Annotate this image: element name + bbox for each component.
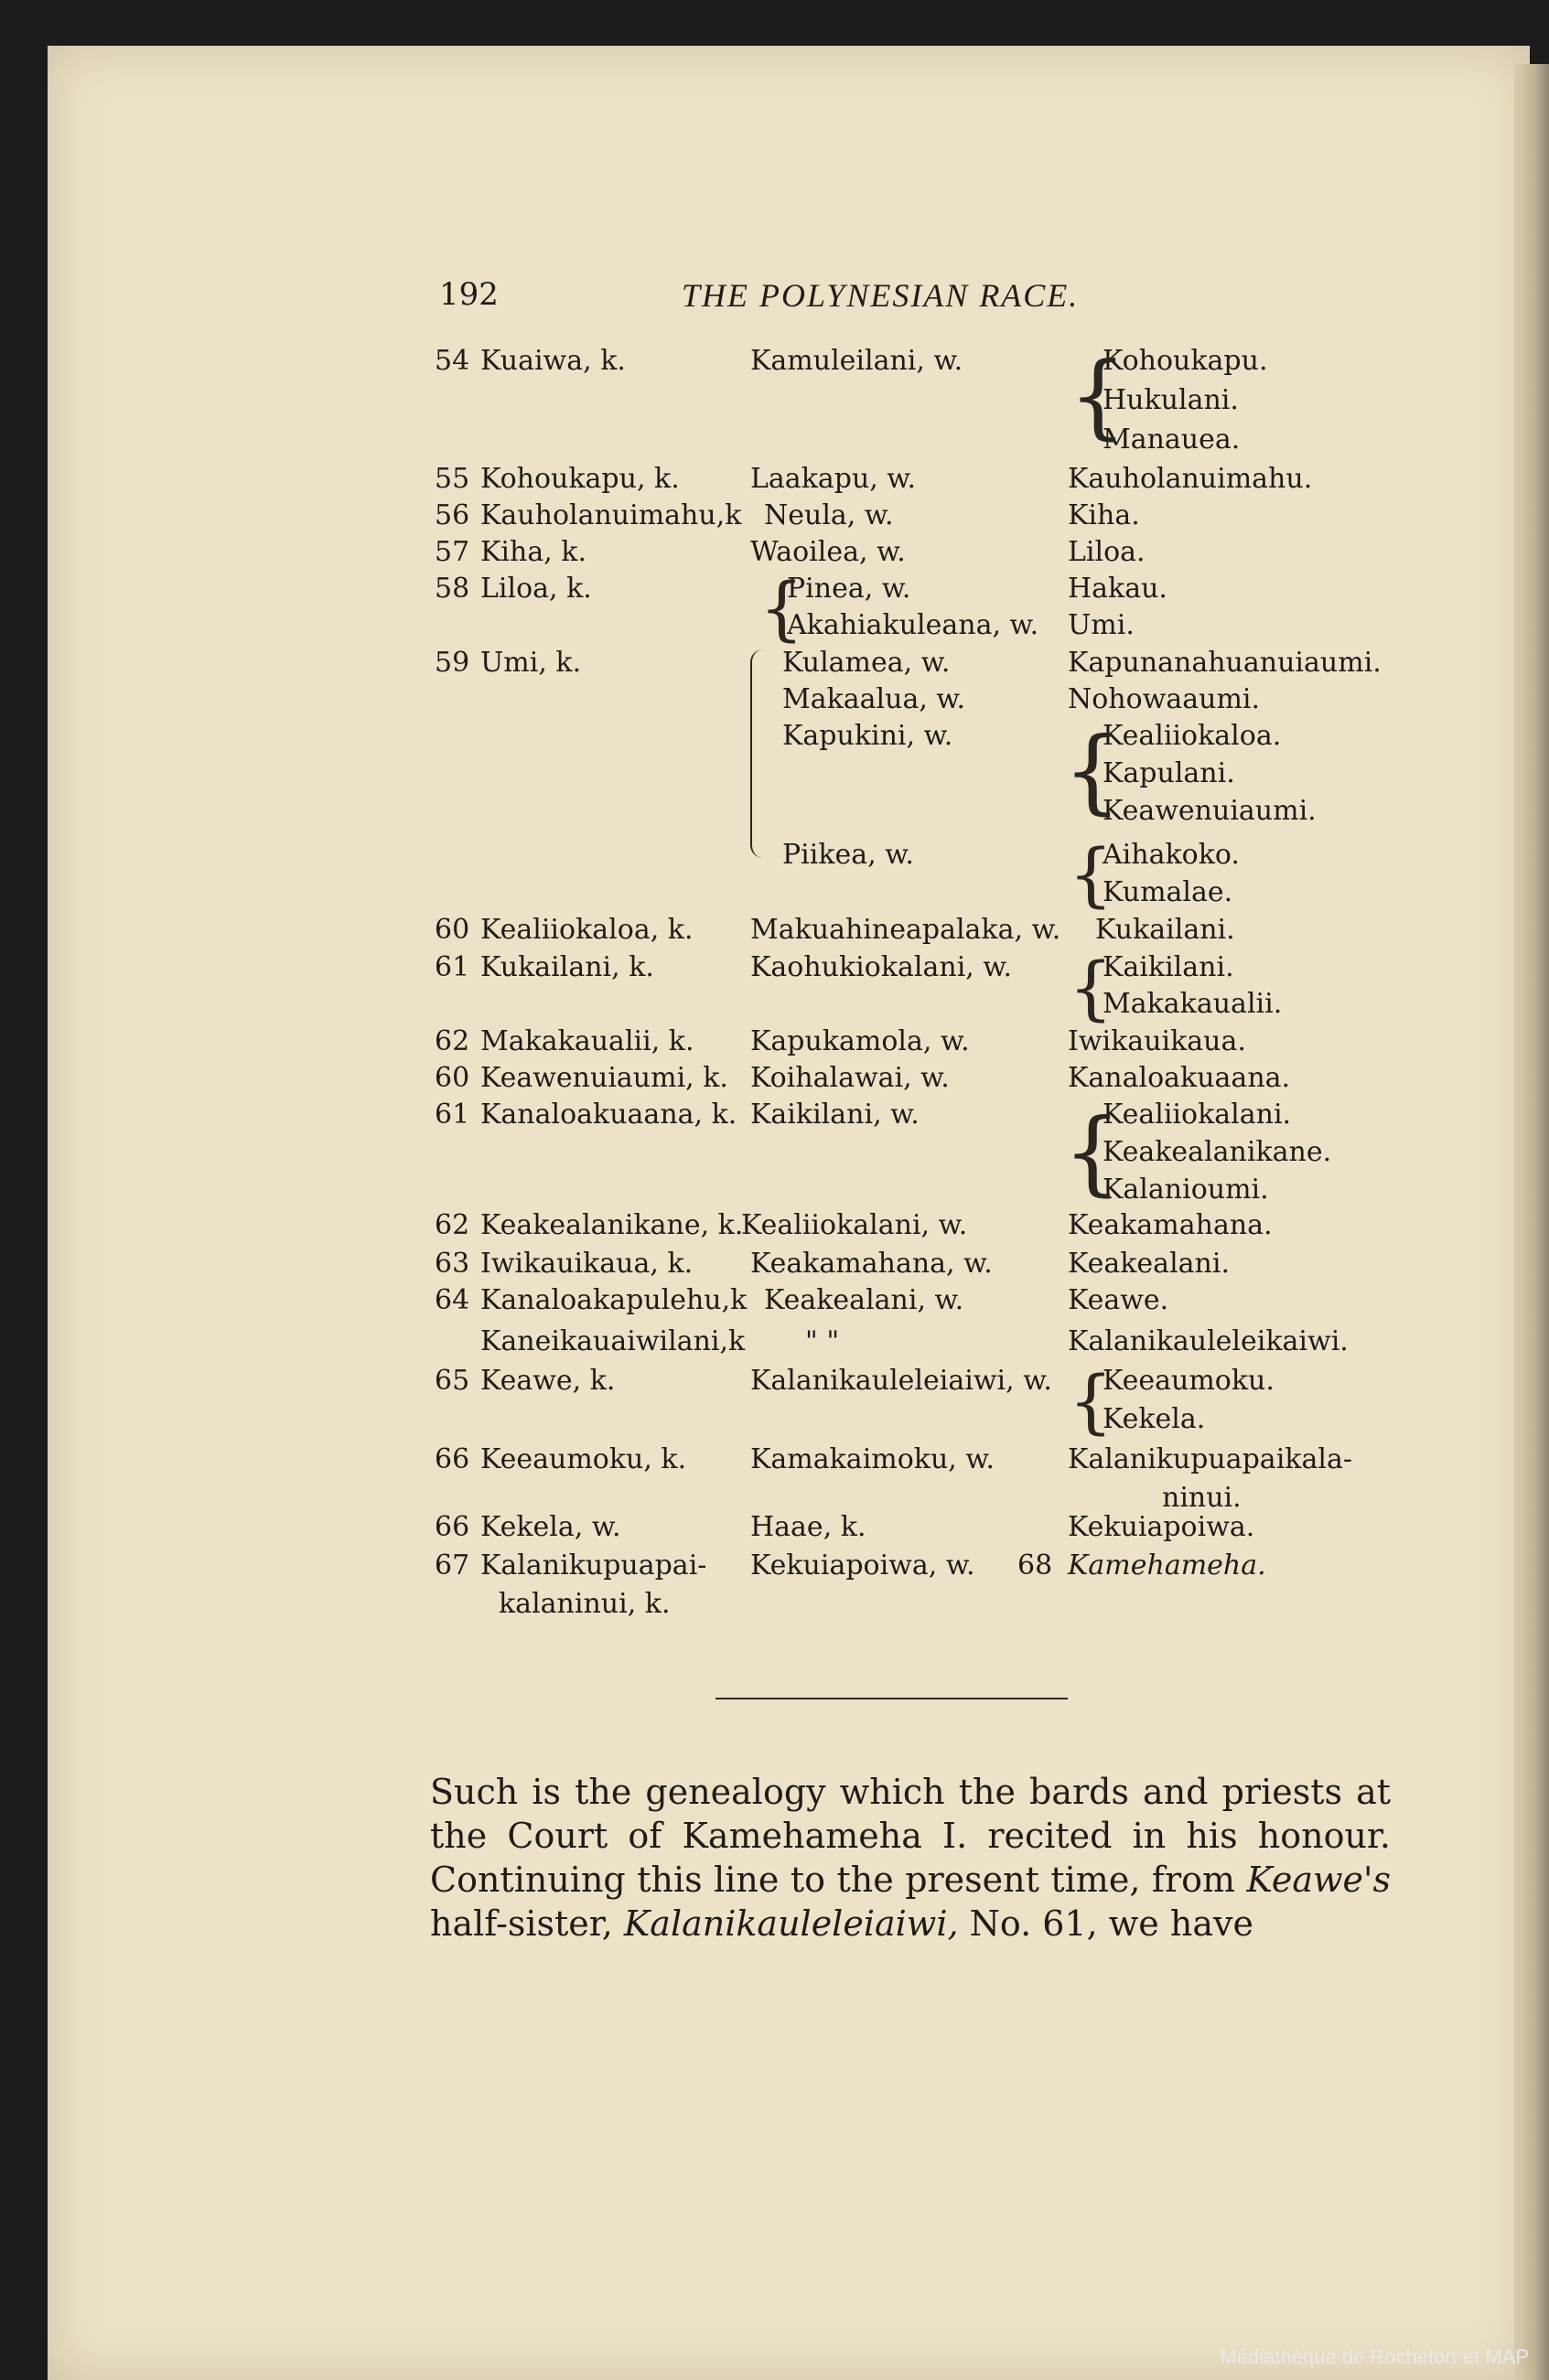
table-row	[0, 1024, 1549, 1060]
table-row	[0, 1282, 1549, 1319]
child-name: Kukailani.	[1095, 914, 1235, 946]
generation-number: 55	[435, 463, 470, 495]
husband-name: Kekela, w.	[480, 1511, 621, 1543]
table-row	[0, 1586, 1549, 1623]
generation-number: 61	[435, 951, 470, 983]
child-name: Kalanikupuapaikala-	[1068, 1443, 1352, 1475]
table-row	[0, 1060, 1549, 1097]
table-row	[0, 949, 1549, 986]
child-name: Kohoukapu.	[1103, 345, 1268, 377]
child-name: Kalanikauleleikaiwi.	[1068, 1325, 1349, 1357]
generation-number: 63	[435, 1248, 470, 1280]
table-row	[0, 382, 1549, 419]
generation-number: 65	[435, 1365, 470, 1397]
husband-name: Kuaiwa, k.	[480, 345, 626, 377]
scan-credit: Médiathèque de Rochefort et MAP	[1220, 2345, 1529, 2368]
child-name: Hukulani.	[1103, 384, 1239, 416]
husband-name: Iwikauikaua, k.	[480, 1248, 694, 1280]
child-name: Kaikilani.	[1103, 951, 1234, 983]
generation-number: 68	[1017, 1549, 1053, 1581]
wife-name: Pinea, w.	[787, 573, 911, 605]
wife-name: Kamuleilani, w.	[750, 345, 963, 377]
child-name: Aihakoko.	[1103, 839, 1240, 871]
paragraph-italic: Keawe's	[1246, 1860, 1391, 1900]
wife-name: Koihalawai, w.	[750, 1062, 950, 1094]
generation-number: 54	[435, 345, 470, 377]
table-row	[0, 681, 1549, 718]
table-row	[0, 645, 1549, 681]
wife-name: Kulamea, w.	[782, 647, 951, 679]
generation-number: 66	[435, 1443, 470, 1475]
wife-name: Kaohukiokalani, w.	[750, 951, 1013, 983]
husband-name: Keeaumoku, k.	[480, 1443, 687, 1475]
table-row	[0, 534, 1549, 571]
child-name: Kalanioumi.	[1103, 1174, 1269, 1206]
table-row	[0, 1509, 1549, 1546]
husband-name: Kaneikauaiwilani,k	[480, 1325, 746, 1357]
wife-name: Makuahineapalaka, w.	[750, 914, 1061, 946]
generation-number: 64	[435, 1284, 470, 1316]
wife-name: Kamakaimoku, w.	[750, 1443, 995, 1475]
child-name: Keawenuiaumi.	[1103, 795, 1317, 827]
wife-name: Haae, k.	[750, 1511, 866, 1543]
husband-name: kalaninui, k.	[499, 1588, 671, 1620]
generation-number: 62	[435, 1209, 470, 1241]
child-name: ninui.	[1162, 1482, 1242, 1514]
page-title: THE POLYNESIAN RACE.	[682, 277, 1080, 314]
table-row	[0, 422, 1549, 458]
child-name: Kanaloakuaana.	[1068, 1062, 1291, 1094]
table-row	[0, 837, 1549, 874]
child-name: Liloa.	[1068, 536, 1146, 568]
table-row	[0, 461, 1549, 498]
table-row	[0, 1134, 1549, 1171]
table-row	[0, 756, 1549, 792]
generation-number: 58	[435, 573, 470, 605]
child-name: Iwikauikaua.	[1068, 1025, 1246, 1057]
child-name: Keakealanikane.	[1103, 1136, 1332, 1168]
table-row	[0, 498, 1549, 534]
wife-name: Makaalua, w.	[782, 683, 966, 715]
child-name: Keakamahana.	[1068, 1209, 1273, 1241]
husband-name: Kiha, k.	[480, 536, 587, 568]
brace-mark	[750, 649, 767, 858]
child-name: Kealiiokaloa.	[1103, 720, 1282, 752]
generation-number: 66	[435, 1511, 470, 1543]
wife-name: Neula, w.	[764, 499, 894, 531]
brace-mark: {	[1069, 947, 1113, 1028]
table-row	[0, 343, 1549, 380]
table-row	[0, 793, 1549, 830]
child-name: Keawe.	[1068, 1284, 1169, 1316]
wife-name: Keakealani, w.	[764, 1284, 964, 1316]
child-name: Kapunanahuanuiaumi.	[1068, 647, 1382, 679]
generation-number: 62	[435, 1025, 470, 1057]
child-name: Makakaualii.	[1103, 988, 1283, 1020]
section-rule	[715, 1698, 1068, 1699]
husband-name: Liloa, k.	[480, 573, 592, 605]
table-row	[0, 986, 1549, 1023]
body-paragraph	[430, 1770, 1391, 1946]
generation-number: 57	[435, 536, 470, 568]
child-name: Umi.	[1068, 609, 1135, 641]
husband-name: Keawenuiaumi, k.	[480, 1062, 728, 1094]
child-name: Kiha.	[1068, 499, 1140, 531]
brace-mark: {	[1063, 717, 1122, 824]
table-row	[0, 1324, 1549, 1360]
paragraph-text: half-sister,	[430, 1903, 624, 1944]
wife-name: Kalanikauleleiaiwi, w.	[750, 1365, 1052, 1397]
husband-name: Umi, k.	[480, 647, 582, 679]
wife-name: Kaikilani, w.	[750, 1099, 920, 1131]
table-row	[0, 874, 1549, 911]
wife-name: Kekuiapoiwa, w.	[750, 1549, 975, 1581]
table-row	[0, 1442, 1549, 1478]
child-name: Nohowaaumi.	[1068, 683, 1261, 715]
child-name: Kealiiokalani.	[1103, 1099, 1292, 1131]
husband-name: Kanaloakapulehu,k	[480, 1284, 748, 1316]
child-name: Kekuiapoiwa.	[1068, 1511, 1255, 1543]
child-name: Keakealani.	[1068, 1248, 1230, 1280]
wife-name: Piikea, w.	[782, 839, 914, 871]
table-row	[0, 1363, 1549, 1399]
husband-name: Kohoukapu, k.	[480, 463, 680, 495]
wife-name: Laakapu, w.	[750, 463, 917, 495]
table-row	[0, 912, 1549, 949]
generation-number: 61	[435, 1099, 470, 1131]
child-name: Hakau.	[1068, 573, 1167, 605]
child-name: Keeaumoku.	[1103, 1365, 1275, 1397]
brace-mark: {	[1069, 1360, 1113, 1442]
husband-name: Kanaloakuaana, k.	[480, 1099, 737, 1131]
page-number: 192	[439, 276, 499, 313]
wife-name: Kapukamola, w.	[750, 1025, 970, 1057]
paragraph-text: No. 61, we have	[958, 1903, 1253, 1944]
child-name: Kauholanuimahu.	[1068, 463, 1313, 495]
table-row	[0, 718, 1549, 755]
paragraph-italic: Kalanikauleleiaiwi,	[623, 1903, 959, 1944]
generation-number: 60	[435, 1062, 470, 1094]
child-name: Manauea.	[1103, 423, 1241, 456]
paragraph-text: Such is the genealogy which the bards and priests at the Court of Kamehameha I. recited in his honour. Continuing this line to the present time, from	[430, 1772, 1391, 1900]
wife-name: Keakamahana, w.	[750, 1248, 993, 1280]
child-name: Kamehameha.	[1068, 1549, 1266, 1581]
husband-name: Kealiiokaloa, k.	[480, 914, 694, 946]
husband-name: Kukailani, k.	[480, 951, 654, 983]
wife-name: Waoilea, w.	[750, 536, 906, 568]
child-name: Kumalae.	[1103, 876, 1233, 908]
husband-name: Keakealanikane, k.	[480, 1209, 744, 1241]
table-row	[0, 1207, 1549, 1244]
generation-number: 60	[435, 914, 470, 946]
table-row	[0, 1548, 1549, 1584]
husband-name: Keawe, k.	[480, 1365, 616, 1397]
brace-mark: {	[1063, 1099, 1122, 1206]
ditto-marks: " "	[805, 1325, 840, 1357]
child-name: Kekela.	[1103, 1403, 1206, 1435]
table-row	[0, 1172, 1549, 1208]
husband-name: Kauholanuimahu,k	[480, 499, 742, 531]
brace-mark: {	[1069, 342, 1127, 449]
husband-name: Makakaualii, k.	[480, 1025, 694, 1057]
table-row	[0, 1097, 1549, 1133]
table-row	[0, 1401, 1549, 1438]
brace-mark: {	[1069, 833, 1113, 915]
table-row	[0, 1246, 1549, 1282]
child-name: Kapulani.	[1103, 757, 1235, 789]
generation-number: 59	[435, 647, 470, 679]
brace-mark: {	[759, 567, 804, 649]
husband-name: Kalanikupuapai-	[480, 1549, 707, 1581]
generation-number: 67	[435, 1549, 470, 1581]
wife-name: Akahiakuleana, w.	[787, 609, 1039, 641]
generation-number: 56	[435, 499, 470, 531]
wife-name: Kapukini, w.	[782, 720, 953, 752]
wife-name: Kealiiokalani, w.	[741, 1209, 968, 1241]
